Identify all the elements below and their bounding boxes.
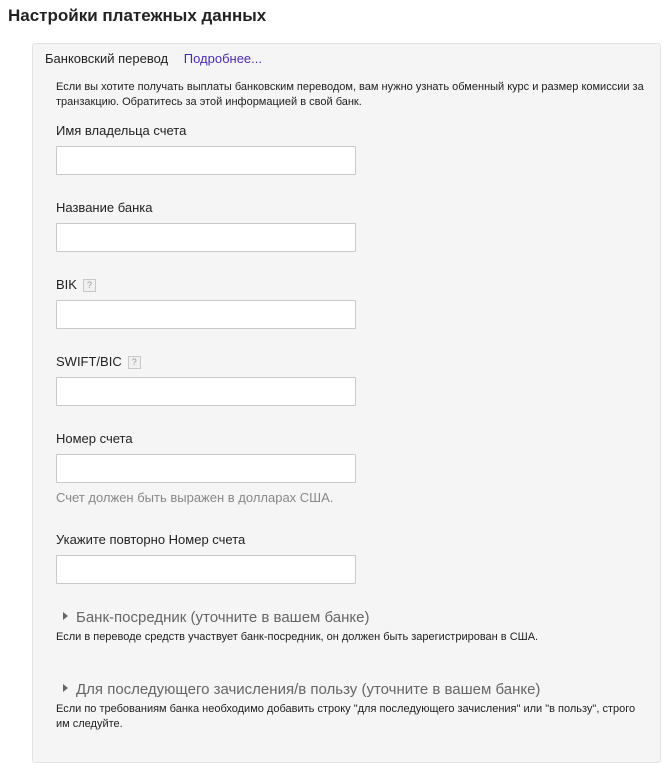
account-holder-input[interactable] [56, 146, 356, 175]
intermediary-bank-note: Если в переводе средств участвует банк-посредник, он должен быть зарегистрирован в США. [56, 631, 539, 643]
bik-help-icon[interactable]: ? [83, 279, 96, 292]
expand-triangle-icon [63, 612, 68, 620]
bik-label-row [56, 277, 96, 292]
expand-triangle-icon [63, 684, 68, 692]
page-title: Настройки платежных данных [8, 6, 267, 25]
account-number-label: Номер счета [56, 431, 133, 446]
swift-label: SWIFT/BIC [56, 354, 122, 369]
bank-name-label: Название банка [56, 200, 153, 215]
payment-method-row [45, 51, 262, 66]
swift-label-row [56, 354, 141, 369]
swift-input[interactable] [56, 377, 356, 406]
swift-help-icon[interactable]: ? [128, 356, 141, 369]
further-credit-note: Если по требованиям банка необходимо добавить строку "для последующего зачисления" или "в пользу", строго им следуйте. [56, 703, 636, 730]
payment-settings-panel [32, 43, 661, 763]
account-holder-label: Имя владельца счета [56, 123, 187, 138]
account-number-confirm-label: Укажите повторно Номер счета [56, 532, 246, 547]
bik-label: BIK [56, 277, 77, 292]
further-credit-toggle[interactable] [63, 681, 540, 698]
payment-method-label: Банковский перевод [45, 51, 169, 66]
more-info-link[interactable]: Подробнее... [183, 51, 262, 66]
intermediary-bank-toggle[interactable] [63, 609, 369, 626]
account-number-input[interactable] [56, 454, 356, 483]
further-credit-title: Для последующего зачисления/в пользу (уточните в вашем банке) [76, 681, 541, 698]
account-number-confirm-input[interactable] [56, 555, 356, 584]
intermediary-bank-title: Банк-посредник (уточните в вашем банке) [76, 609, 370, 626]
account-number-hint: Счет должен быть выражен в долларах США. [56, 490, 334, 505]
bik-input[interactable] [56, 300, 356, 329]
bank-name-input[interactable] [56, 223, 356, 252]
intro-text: Если вы хотите получать выплаты банковским переводом, вам нужно узнать обменный курс и размер комиссии за транзакцию. Обратитесь за этой информацией в свой банк. [56, 81, 644, 108]
